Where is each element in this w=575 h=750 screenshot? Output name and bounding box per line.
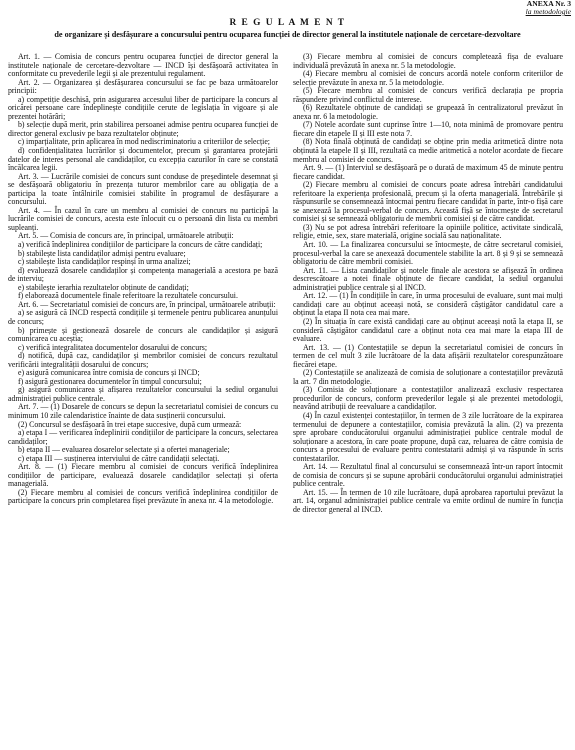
paragraph: Art. 6. — Secretariatul comisiei de concurs are, în principal, următoarele atribuții:	[18, 299, 276, 309]
paragraph: (7) Notele acordate sunt cuprinse între 1—10, nota minimă de promovare pentru fiecare din etapele II și III este nota 7.	[293, 120, 563, 138]
document-title: R E G U L A M E N T	[229, 18, 346, 28]
annex-number: ANEXA Nr. 3	[526, 0, 571, 8]
paragraph: Art. 10. — La finalizarea concursului se întocmește, de către secretarul comisiei, procesul-verbal la care se anexează documentele stabilite la art. 8 și 9 și se semnează obligatoriu de către membrii comisiei.	[293, 240, 563, 267]
paragraph: f) elaborează documentele finale referitoare la rezultatele concursului.	[18, 291, 238, 301]
paragraph: d) notifică, după caz, candidaților și membrilor comisiei de concurs rezultatul verificării integralității dosarului de concurs;	[8, 351, 278, 369]
paragraph: c) stabilește lista candidaților respinși în urma analizei;	[18, 257, 191, 267]
paragraph: Art. 14. — Rezultatul final al concursului se consemnează într-un raport întocmit de comisia de concurs și se supune aprobării conducătorului organului administrației publice centrale.	[293, 462, 563, 489]
paragraph: (3) Fiecare membru al comisiei de concurs completează fișa de evaluare individuală prevăzută în anexa nr. 5 la metodologie.	[293, 52, 563, 70]
paragraph: e) stabilește ierarhia rezultatelor obținute de candidați;	[18, 282, 189, 292]
paragraph: f) asigură gestionarea documentelor în timpul concursului;	[18, 376, 202, 386]
paragraph: Art. 12. — (1) În condițiile în care, în urma procesului de evaluare, sunt mai mulți candidați care au obținut aceeași notă, se consideră câștigător candidatul care a obținut la etapa II nota cea mai mare.	[293, 291, 563, 318]
paragraph: d) confidențialitatea lucrărilor și documentelor, precum și garantarea protejării datelor de interes personal ale candidaților, cu excepția cazurilor în care se constată încălcarea legii.	[8, 146, 278, 173]
paragraph: Art. 2. — Organizarea și desfășurarea concursului se fac pe baza următoarelor principii:	[8, 77, 278, 96]
paragraph: (4) Fiecare membru al comisiei de concurs acordă notele conform criteriilor de selecție prevăzute în anexa nr. 5 la metodologie.	[293, 69, 563, 87]
paragraph: c) etapa III — susținerea interviului de către candidații selectați.	[18, 453, 220, 463]
paragraph: a) competiție deschisă, prin asigurarea accesului liber de participare la concurs al oricărei persoane care îndeplinește condițiile cerute de legislația în vigoare și ale prezentei hotărâri;	[8, 94, 278, 121]
paragraph: (2) Contestațiile se analizează de comisia de soluționare a contestațiilor prevăzută la art. 7 din metodologie.	[293, 368, 563, 386]
left-column	[8, 53, 278, 506]
paragraph: (2) Fiecare membru al comisiei de concurs poate adresa întrebări candidatului referitoare la experiența profesională, precum și la oferta managerială. Întrebările și răspunsurile se consemnează întocmai pentru fiecare candidat în parte, într-o fișă care se anexează la procesul-verbal de concurs. Această fișă se întocmește de secretarul comisiei și se semnează obligatoriu de membrii comisiei și de către candidat.	[293, 180, 563, 224]
paragraph: Art. 4. — În cazul în care un membru al comisiei de concurs nu participă la lucrările comisiei de concurs, acesta este înlocuit cu o persoană din lista cu membri supleanți.	[8, 205, 278, 232]
paragraph: (2) În situația în care există candidați care au obținut aceeași notă la etapa II, se consideră câștigător candidatul care a obținut nota cea mai mare la etapa III de evaluare.	[293, 316, 563, 344]
paragraph: (6) Rezultatele obținute de candidați se grupează în centralizatorul prevăzut în anexa nr. 6 la metodologie.	[293, 103, 563, 121]
paragraph: b) etapa II — evaluarea dosarelor selectate și a ofertei manageriale;	[18, 445, 230, 455]
paragraph: c) imparțialitate, prin aplicarea în mod nediscriminatoriu a criteriilor de selecție;	[18, 137, 270, 147]
paragraph: Art. 1. — Comisia de concurs pentru ocuparea funcției de director general la institutele naționale de cercetare-dezvoltare — INCD își desfășoară activitatea în conformitate cu prevederile legii și ale prezentului regulament.	[8, 52, 278, 79]
paragraph: Art. 13. — (1) Contestațiile se depun la secretariatul comisiei de concurs în termen de cel mult 3 zile lucrătoare de la data afișării rezultatelor corespunzătoare fiecărei etape.	[293, 342, 563, 369]
paragraph: e) asigură comunicarea între comisia de concurs și INCD;	[18, 368, 200, 378]
paragraph: d) evaluează dosarele candidaților și competența managerială a acestora pe bază de interviu;	[8, 265, 278, 284]
paragraph: Art. 7. — (1) Dosarele de concurs se depun la secretariatul comisiei de concurs cu minimum 10 zile calendaristice înainte de data susținerii concursului.	[8, 402, 278, 420]
right-column	[293, 53, 563, 515]
paragraph: (2) Fiecare membru al comisiei de concurs verifică îndeplinirea condițiilor de participare la concurs prin completarea fișei prevăzute în anexa nr. 4 la metodologie.	[8, 487, 278, 506]
paragraph: (3) Nu se pot adresa întrebări referitoare la opiniile politice, activitate sindicală, religie, etnie, sex, stare materială, origine socială sau naționalitate.	[293, 222, 563, 241]
paragraph: (5) Fiecare membru al comisiei de concurs verifică declarația pe propria răspundere privind conflictul de interese.	[293, 86, 563, 104]
paragraph: a) etapa I — verificarea îndeplinirii condițiilor de participare la concurs, selectarea candidaților;	[8, 428, 278, 446]
document-subtitle: de organizare și desfășurare a concursului pentru ocuparea funcției de director general la institutele naționale de cercetare-dezvoltare	[54, 30, 521, 39]
paragraph: b) stabilește lista candidaților admiși pentru evaluare;	[18, 248, 186, 258]
paragraph: (8) Nota finală obținută de candidați se obține prin media aritmetică dintre nota obținută la etapele II și III, rezultată ca medie aritmetică a notelor acordate de fiecare membru al comisiei de concurs.	[293, 137, 563, 164]
annex-reference: la metodologie	[525, 7, 571, 16]
paragraph: Art. 8. — (1) Fiecare membru al comisiei de concurs verifică îndeplinirea condițiilor de participare, evaluează dosarele candidaților selectați și oferta managerială.	[8, 462, 278, 489]
paragraph: (4) În cazul existenței contestațiilor, în termen de 3 zile lucrătoare de la expirarea termenului de depunere a contestațiilor, comisia prevăzută la alin. (2) va prezenta spre aprobare conducătorului organului administrației publice centrale modul de soluționare a acestora, în care poate propune, după caz, reluarea de către comisia de concurs a procesului de evaluare pentru contestatarii admiși și va răspunde în scris contestatarilor.	[293, 410, 563, 463]
paragraph: b) selecție după merit, prin stabilirea persoanei admise pentru ocuparea funcției de director general exclusiv pe baza rezultatelor obținute;	[8, 120, 278, 138]
paragraph: g) asigură comunicarea și afișarea rezultatelor concursului la sediul organului administrației publice centrale.	[8, 385, 278, 403]
paragraph: (2) Concursul se desfășoară în trei etape succesive, după cum urmează:	[18, 419, 242, 429]
annex-label	[526, 0, 571, 16]
paragraph: a) se asigură că INCD respectă condițiile și termenele pentru publicarea anunțului de concurs;	[8, 308, 278, 326]
paragraph: Art. 9. — (1) Interviul se desfășoară pe o durată de maximum 45 de minute pentru fiecare candidat.	[293, 163, 563, 181]
paragraph: a) verifică îndeplinirea condițiilor de participare la concurs de către candidați;	[18, 240, 263, 250]
paragraph: Art. 11. — Lista candidaților și notele finale ale acestora se afișează în ordinea descrescătoare a notei finale obținute de fiecare candidat, la sediul organului administrației publice centrale și al INCD.	[293, 265, 563, 292]
paragraph: Art. 5. — Comisia de concurs are, în principal, următoarele atribuții:	[18, 231, 234, 241]
paragraph: Art. 15. — În termen de 10 zile lucrătoare, după aprobarea raportului prevăzut la art. 14, organul administrației publice centrale va emite ordinul de numire în funcția de director general al INCD.	[293, 487, 563, 514]
paragraph: b) primește și gestionează dosarele de concurs ale candidaților și asigură comunicarea cu aceștia;	[8, 325, 278, 344]
paragraph: (3) Comisia de soluționare a contestațiilor analizează exclusiv respectarea procedurilor de concurs, conform prevederilor legale și ale prezentei metodologii, neavând atribuții de reevaluare a candidaților.	[293, 385, 563, 412]
paragraph: Art. 3. — Lucrările comisiei de concurs sunt conduse de președintele desemnat și se desfășoară obligatoriu în prezența tuturor membrilor care au obligația de a participa la toate întâlnirile comisiei stabilite în programul de desfășurare a concursului.	[8, 171, 278, 207]
paragraph: c) verifică integralitatea documentelor dosarului de concurs;	[18, 342, 208, 352]
